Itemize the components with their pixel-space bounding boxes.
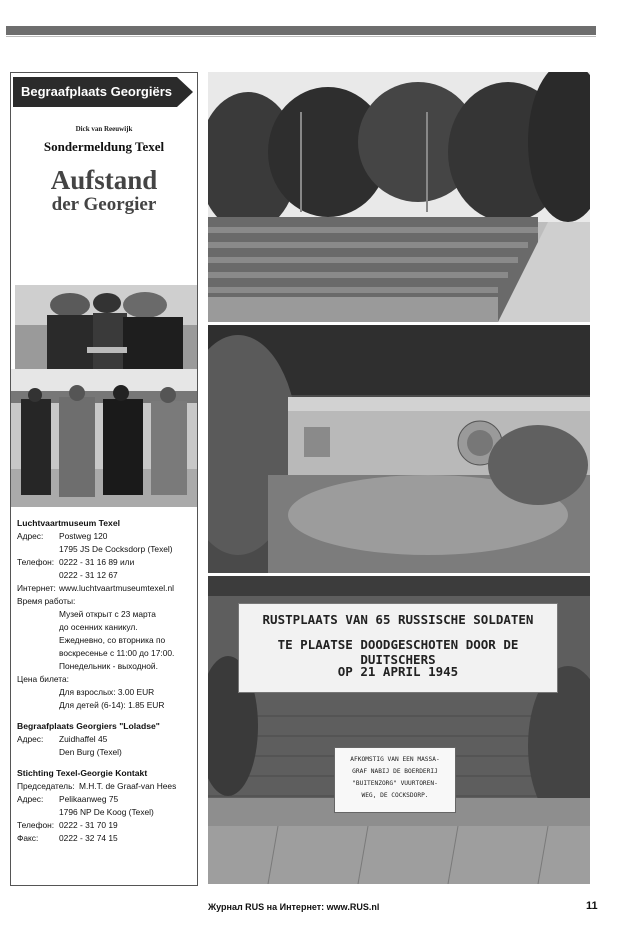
hours-line3: Ежедневно, со вторника по xyxy=(59,635,166,645)
memorial-plaque xyxy=(238,603,558,693)
museum-name: Luchtvaartmuseum Texel xyxy=(17,518,120,528)
cemetery-address-line1: Zuidhaffel 45 xyxy=(59,734,108,744)
price-label: Цена билета: xyxy=(17,674,69,684)
tag-arrow-icon xyxy=(177,77,193,107)
hours-line1: Музей открыт с 23 марта xyxy=(59,609,156,619)
memorial-wall-photo xyxy=(208,325,590,573)
info-sidebar xyxy=(10,72,198,886)
contact-info xyxy=(17,517,195,845)
phone-label: Телефон: xyxy=(17,820,55,830)
plaque-line1: RUSTPLAATS VAN 65 RUSSISCHE SOLDATEN xyxy=(262,612,534,627)
plaque-line3: OP 21 APRIL 1945 xyxy=(337,664,459,679)
museum-phone-line1: 0222 - 31 16 89 или xyxy=(59,557,135,567)
foundation-phone: 0222 - 31 70 19 xyxy=(59,820,118,830)
museum-website: www.luchtvaartmuseumtexel.nl xyxy=(59,583,174,593)
internet-label: Интернет: xyxy=(17,583,56,593)
hours-line2: до осенних каникул. xyxy=(59,622,138,632)
paving-photo xyxy=(208,826,590,884)
hours-label: Время работы: xyxy=(17,596,76,606)
section-tag: Begraafplaats Georgiërs xyxy=(13,77,177,107)
fax-label: Факс: xyxy=(17,833,39,843)
foundation-fax: 0222 - 32 74 15 xyxy=(59,833,118,843)
price-adult: Для взрослых: 3.00 EUR xyxy=(59,687,155,697)
sign-line1: AFKOMSTIG VAN EEN MASSA- xyxy=(350,756,440,763)
hours-line5: Понедельник - выходной. xyxy=(59,661,158,671)
cemetery-name: Begraafplaats Georgiers "Loladse" xyxy=(17,721,160,731)
address-label: Адрес: xyxy=(17,531,44,541)
plaque-line2: TE PLAATSE DOODGESCHOTEN DOOR DE DUITSCHERS xyxy=(277,637,519,667)
sign-line3: "BUITENZORG" VUURTOREN- xyxy=(352,780,438,787)
page-number: 11 xyxy=(586,900,598,912)
museum-phone-line2: 0222 - 31 12 67 xyxy=(59,570,118,580)
hours-line4: воскресенье с 11:00 до 17:00. xyxy=(59,648,175,658)
magazine-title-line1: Aufstand xyxy=(50,165,158,195)
address-label: Адрес: xyxy=(17,794,44,804)
chair-label: Председатель: xyxy=(17,781,75,791)
magazine-author: Dick van Reeuwijk xyxy=(75,125,133,133)
cemetery-field-photo xyxy=(208,72,590,322)
header-rule xyxy=(6,26,596,35)
magazine-cover xyxy=(13,119,195,359)
cemetery-address-line2: Den Burg (Texel) xyxy=(59,747,122,757)
foundation-address-line2: 1796 NP De Koog (Texel) xyxy=(59,807,154,817)
museum-address-line1: Postweg 120 xyxy=(59,531,108,541)
magazine-title-line2: der Georgier xyxy=(51,194,157,215)
foundation-name: Stichting Texel-Georgie Kontakt xyxy=(17,768,148,778)
price-child: Для детей (6-14): 1.85 EUR xyxy=(59,700,165,710)
foundation-address-line1: Pelikaanweg 75 xyxy=(59,794,119,804)
address-label: Адрес: xyxy=(17,734,44,744)
sign-line2: GRAF NABIJ DE BOERDERIJ xyxy=(352,768,438,775)
magazine-subtitle: Sondermeldung Texel xyxy=(43,139,165,154)
header-rule-thin xyxy=(6,36,596,37)
origin-sign xyxy=(334,747,456,813)
footer-text: Журнал RUS на Интернет: www.RUS.nl xyxy=(208,902,380,912)
foundation-chair: M.H.T. de Graaf-van Hees xyxy=(79,781,177,791)
soldiers-photo-group xyxy=(11,369,197,507)
sign-line4: WEG, DE COCKSDORP. xyxy=(361,792,429,799)
museum-address-line2: 1795 JS De Cocksdorp (Texel) xyxy=(59,544,173,554)
phone-label: Телефон: xyxy=(17,557,55,567)
